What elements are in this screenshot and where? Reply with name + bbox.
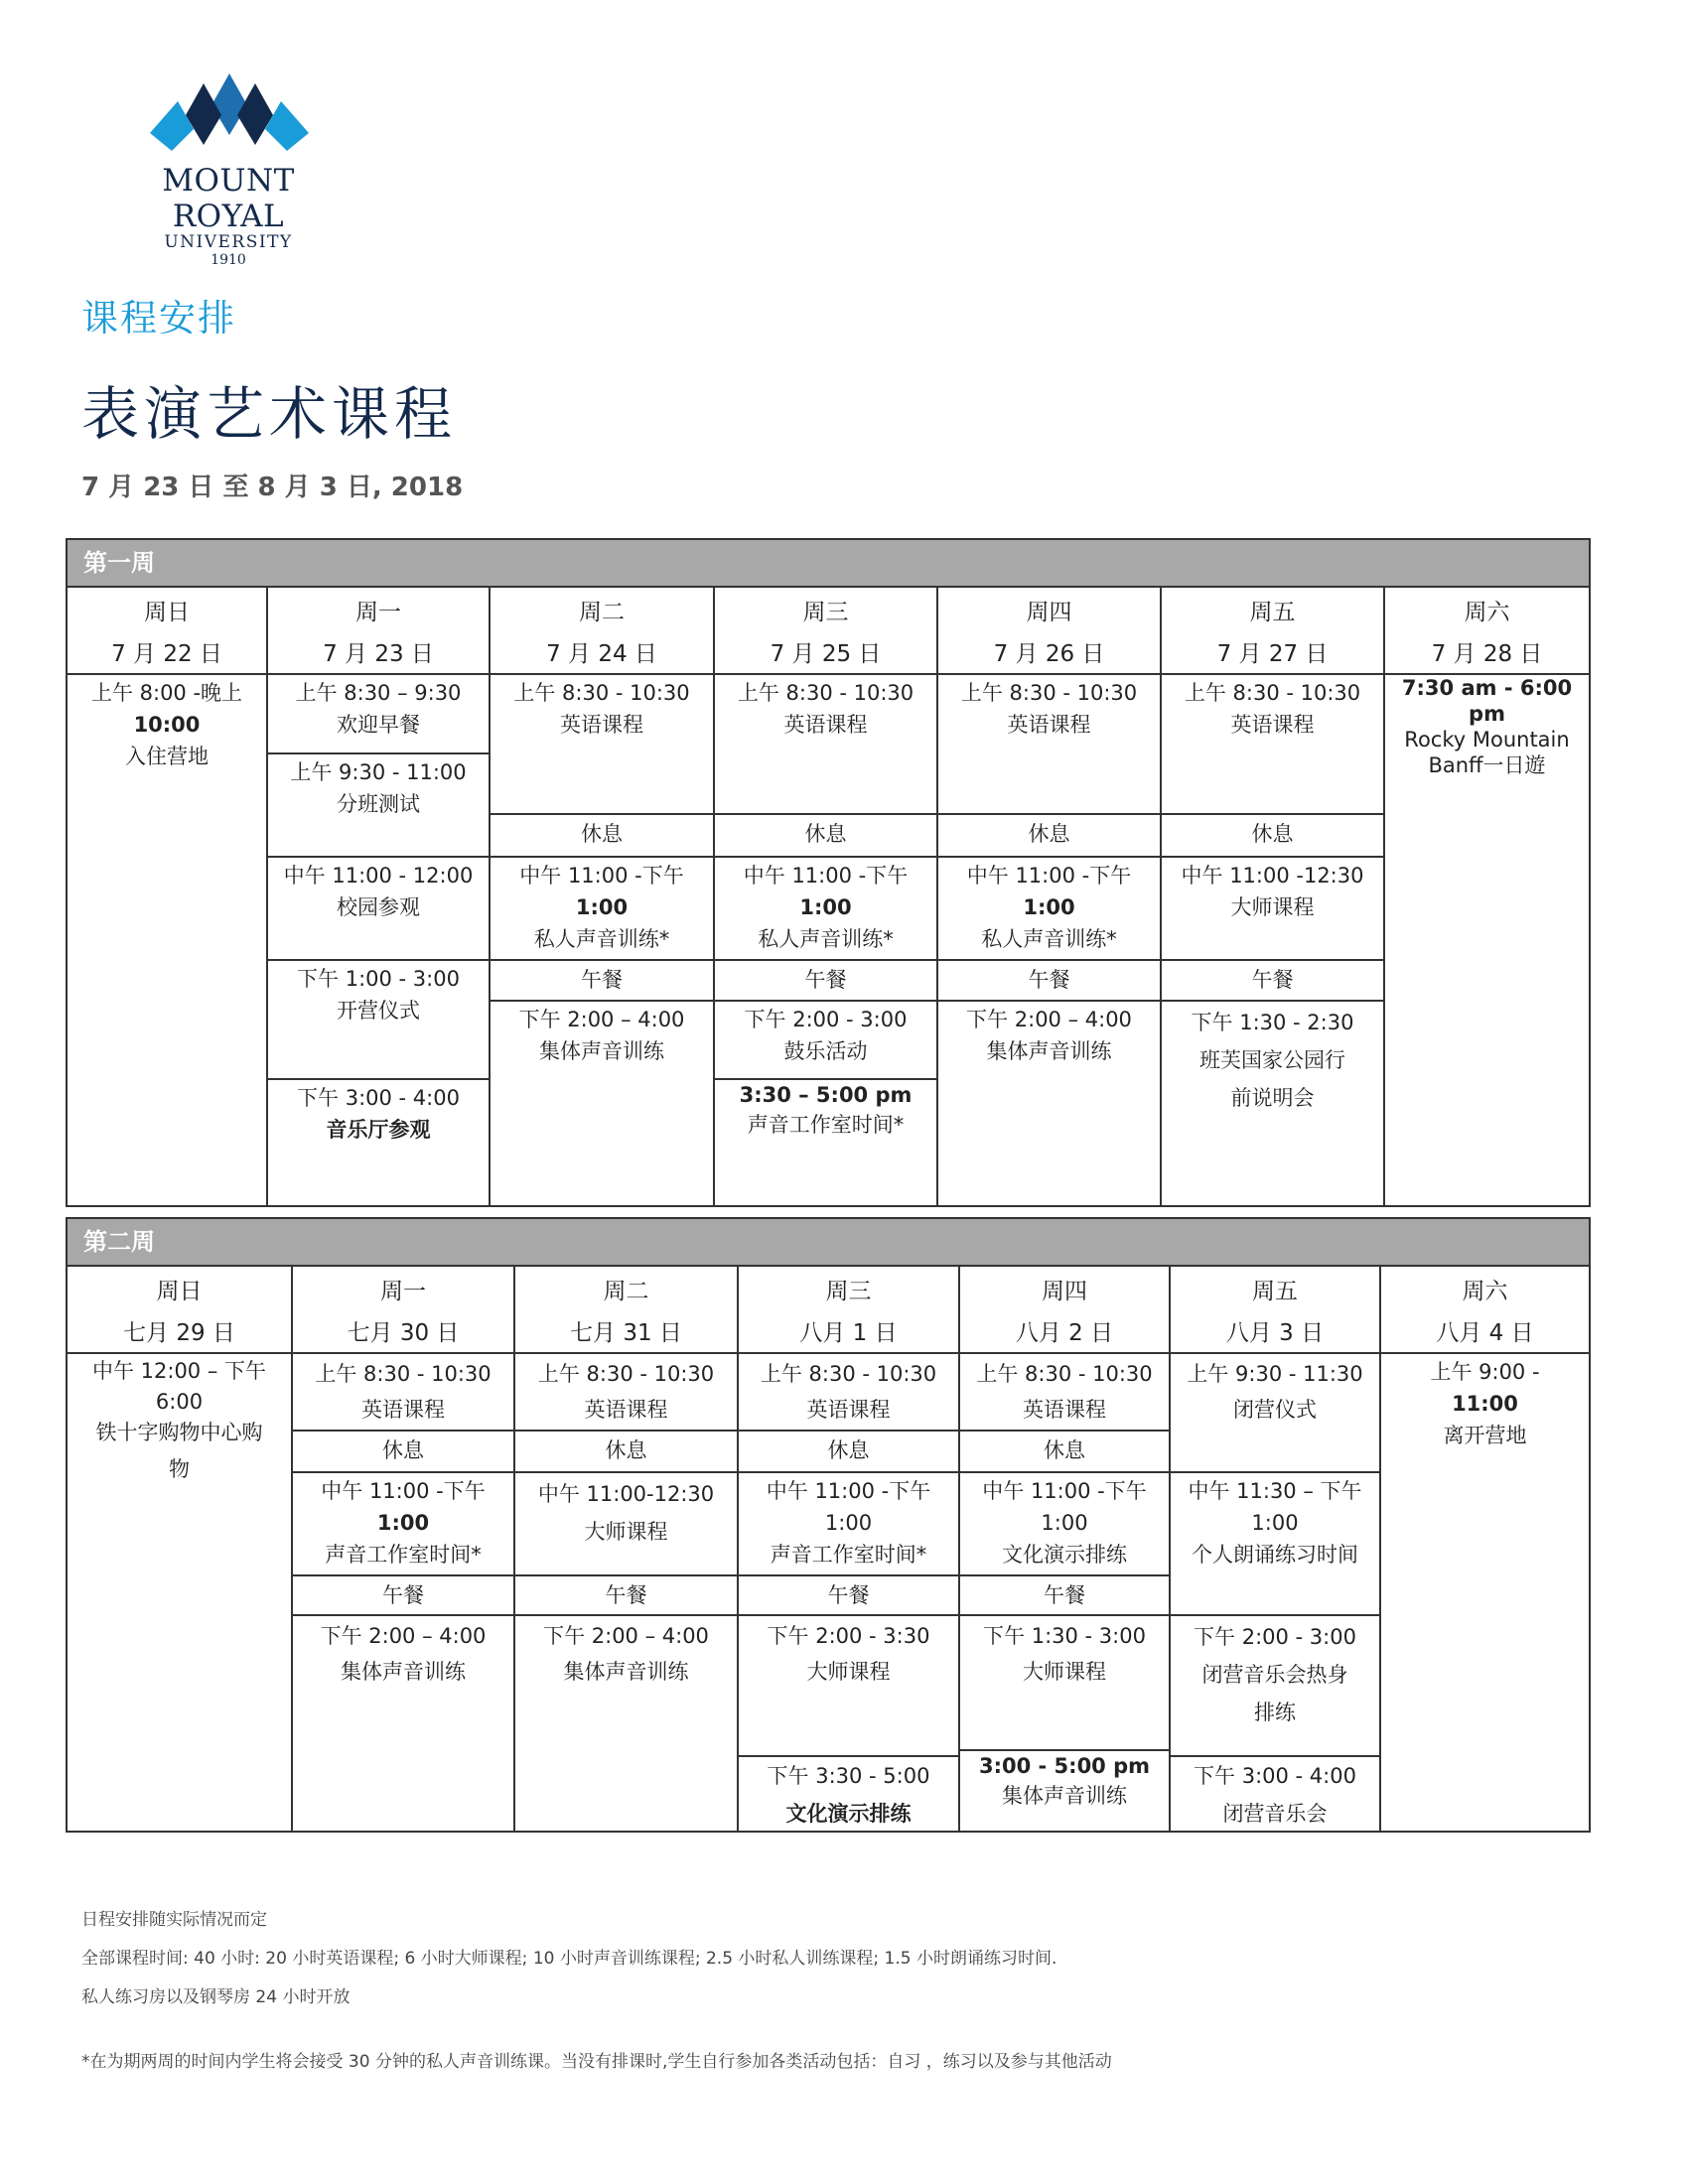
w2-thu-masterclass: 下午 1:30 - 3:00 大师课程 — [960, 1616, 1171, 1751]
week1-schedule — [66, 538, 1591, 1207]
logo-line-1: MOUNT ROYAL — [162, 163, 295, 234]
w2-fri-warmup: 下午 2:00 - 3:00 闭营音乐会热身 排练 — [1171, 1616, 1381, 1757]
note-line: 全部课程时间: 40 小时: 20 小时英语课程; 6 小时大师课程; 10 小时声音训练课程; 2.5 小时私人训练课程; 1.5 小时朗诵练习时间. — [81, 1949, 1057, 1969]
w1-tue-private-vocal: 中午 11:00 -下午 1:00 私人声音训练* — [491, 858, 715, 961]
w2-mon-studio: 中午 11:00 -下午 1:00 声音工作室时间* — [293, 1473, 515, 1576]
week2-schedule — [66, 1217, 1591, 1833]
w1-day-header: 周五 7 月 27 日 — [1162, 588, 1385, 675]
w1-thu-english: 上午 8:30 - 10:30 英语课程 — [938, 675, 1162, 815]
w1-fri-break: 休息 — [1162, 815, 1385, 858]
w2-tue-group-vocal: 下午 2:00 – 4:00 集体声音训练 — [515, 1616, 739, 1831]
w1-mon-placement: 上午 9:30 - 11:00 分班测试 — [268, 754, 491, 858]
w1-fri-masterclass: 中午 11:00 -12:30 大师课程 — [1162, 858, 1385, 961]
w1-mon-hall-tour: 下午 3:00 - 4:00 音乐厅参观 — [268, 1080, 491, 1205]
week2-label: 第二周 — [66, 1217, 1591, 1265]
week1-label: 第一周 — [66, 538, 1591, 586]
w1-day-header: 周四 7 月 26 日 — [938, 588, 1162, 675]
w2-tue-lunch: 午餐 — [515, 1576, 739, 1616]
w2-fri-recitation: 中午 11:30 – 下午 1:00 个人朗诵练习时间 — [1171, 1473, 1381, 1616]
w2-sun-shopping: 中午 12:00 – 下午 6:00 铁十字购物中心购 物 — [68, 1354, 293, 1831]
mountain-logo-icon — [150, 71, 309, 157]
week2-grid — [66, 1265, 1591, 1833]
w2-wed-studio: 中午 11:00 -下午 1:00 声音工作室时间* — [739, 1473, 960, 1576]
w1-tue-lunch: 午餐 — [491, 961, 715, 1002]
w1-wed-lunch: 午餐 — [715, 961, 938, 1002]
note-line: 日程安排随实际情况而定 — [81, 1910, 267, 1930]
w1-wed-studio: 3:30 – 5:00 pm 声音工作室时间* — [715, 1080, 938, 1205]
w1-tue-english: 上午 8:30 - 10:30 英语课程 — [491, 675, 715, 815]
logo-line-2: UNIVERSITY — [164, 232, 293, 252]
w1-day-header: 周日 7 月 22 日 — [68, 588, 268, 675]
logo-line-3: 1910 — [211, 252, 246, 268]
w2-day-header: 周五 八月 3 日 — [1171, 1267, 1381, 1354]
w1-sun-checkin: 上午 8:00 -晚上 10:00 入住营地 — [68, 675, 268, 1205]
w1-fri-lunch: 午餐 — [1162, 961, 1385, 1002]
w1-mon-opening: 下午 1:00 - 3:00 开营仪式 — [268, 961, 491, 1080]
w2-wed-break: 休息 — [739, 1432, 960, 1473]
w2-day-header: 周六 八月 4 日 — [1381, 1267, 1589, 1354]
w2-wed-cultural-rehearsal: 下午 3:30 - 5:00 文化演示排练 — [739, 1757, 960, 1831]
w1-wed-english: 上午 8:30 - 10:30 英语课程 — [715, 675, 938, 815]
w1-day-header: 周三 7 月 25 日 — [715, 588, 938, 675]
w2-day-header: 周二 七月 31 日 — [515, 1267, 739, 1354]
w1-fri-banff-briefing: 下午 1:30 - 2:30 班芙国家公园行 前说明会 — [1162, 1002, 1385, 1205]
w1-wed-break: 休息 — [715, 815, 938, 858]
w1-tue-group-vocal: 下午 2:00 – 4:00 集体声音训练 — [491, 1002, 715, 1205]
w2-sat-departure: 上午 9:00 - 11:00 离开营地 — [1430, 1360, 1540, 1447]
w2-thu-english: 上午 8:30 - 10:30 英语课程 — [960, 1354, 1171, 1432]
w1-thu-break: 休息 — [938, 815, 1162, 858]
w1-day-header: 周二 7 月 24 日 — [491, 588, 715, 675]
w1-wed-drums: 下午 2:00 - 3:00 鼓乐活动 — [715, 1002, 938, 1080]
w1-day-header: 周六 7 月 28 日 — [1385, 588, 1589, 675]
week1-grid — [66, 586, 1591, 1207]
section-label: 课程安排 — [81, 297, 236, 340]
w2-fri-concert: 下午 3:00 - 4:00 闭营音乐会 — [1171, 1757, 1381, 1831]
w1-mon-breakfast: 上午 8:30 – 9:30 欢迎早餐 — [268, 675, 491, 754]
w1-thu-lunch: 午餐 — [938, 961, 1162, 1002]
w2-tue-break: 休息 — [515, 1432, 739, 1473]
w2-fri-closing-ceremony: 上午 9:30 - 11:30 闭营仪式 — [1171, 1354, 1381, 1473]
w2-thu-break: 休息 — [960, 1432, 1171, 1473]
w2-day-header: 周四 八月 2 日 — [960, 1267, 1171, 1354]
w2-wed-masterclass: 下午 2:00 - 3:30 大师课程 — [739, 1616, 960, 1757]
w2-thu-group-vocal: 3:00 - 5:00 pm 集体声音训练 — [960, 1751, 1171, 1831]
w2-wed-english: 上午 8:30 - 10:30 英语课程 — [739, 1354, 960, 1432]
w2-wed-lunch: 午餐 — [739, 1576, 960, 1616]
w2-day-header: 周三 八月 1 日 — [739, 1267, 960, 1354]
w2-day-header: 周一 七月 30 日 — [293, 1267, 515, 1354]
w2-mon-break: 休息 — [293, 1432, 515, 1473]
w2-thu-rehearsal: 中午 11:00 -下午 1:00 文化演示排练 — [960, 1473, 1171, 1576]
w2-mon-english: 上午 8:30 - 10:30 英语课程 — [293, 1354, 515, 1432]
w1-mon-tour: 中午 11:00 - 12:00 校园参观 — [268, 858, 491, 961]
page-title: 表演艺术课程 — [81, 380, 458, 448]
w2-mon-lunch: 午餐 — [293, 1576, 515, 1616]
w1-thu-private-vocal: 中午 11:00 -下午 1:00 私人声音训练* — [938, 858, 1162, 961]
w1-tue-break: 休息 — [491, 815, 715, 858]
w1-fri-english: 上午 8:30 - 10:30 英语课程 — [1162, 675, 1385, 815]
note-line: 私人练习房以及钢琴房 24 小时开放 — [81, 1987, 351, 2007]
university-logo — [104, 71, 352, 268]
w2-tue-english: 上午 8:30 - 10:30 英语课程 — [515, 1354, 739, 1432]
w2-day-header: 周日 七月 29 日 — [68, 1267, 293, 1354]
date-range: 7 月 23 日 至 8 月 3 日, 2018 — [81, 473, 464, 502]
w1-wed-private-vocal: 中午 11:00 -下午 1:00 私人声音训练* — [715, 858, 938, 961]
w1-day-header: 周一 7 月 23 日 — [268, 588, 491, 675]
w2-mon-group-vocal: 下午 2:00 – 4:00 集体声音训练 — [293, 1616, 515, 1831]
w1-thu-group-vocal: 下午 2:00 – 4:00 集体声音训练 — [938, 1002, 1162, 1205]
footnote: *在为期两周的时间内学生将会接受 30 分钟的私人声音训练课。当没有排课时,学生自行参加各类活动包括：自习 ，练习以及参与其他活动 — [81, 2052, 1112, 2072]
w2-tue-masterclass: 中午 11:00-12:30 大师课程 — [515, 1473, 739, 1576]
w1-sat-banff-trip: 7:30 am - 6:00 pm Rocky Mountain Banff一日遊 — [1401, 676, 1573, 777]
schedule-notes — [81, 1901, 1056, 2017]
w2-thu-lunch: 午餐 — [960, 1576, 1171, 1616]
